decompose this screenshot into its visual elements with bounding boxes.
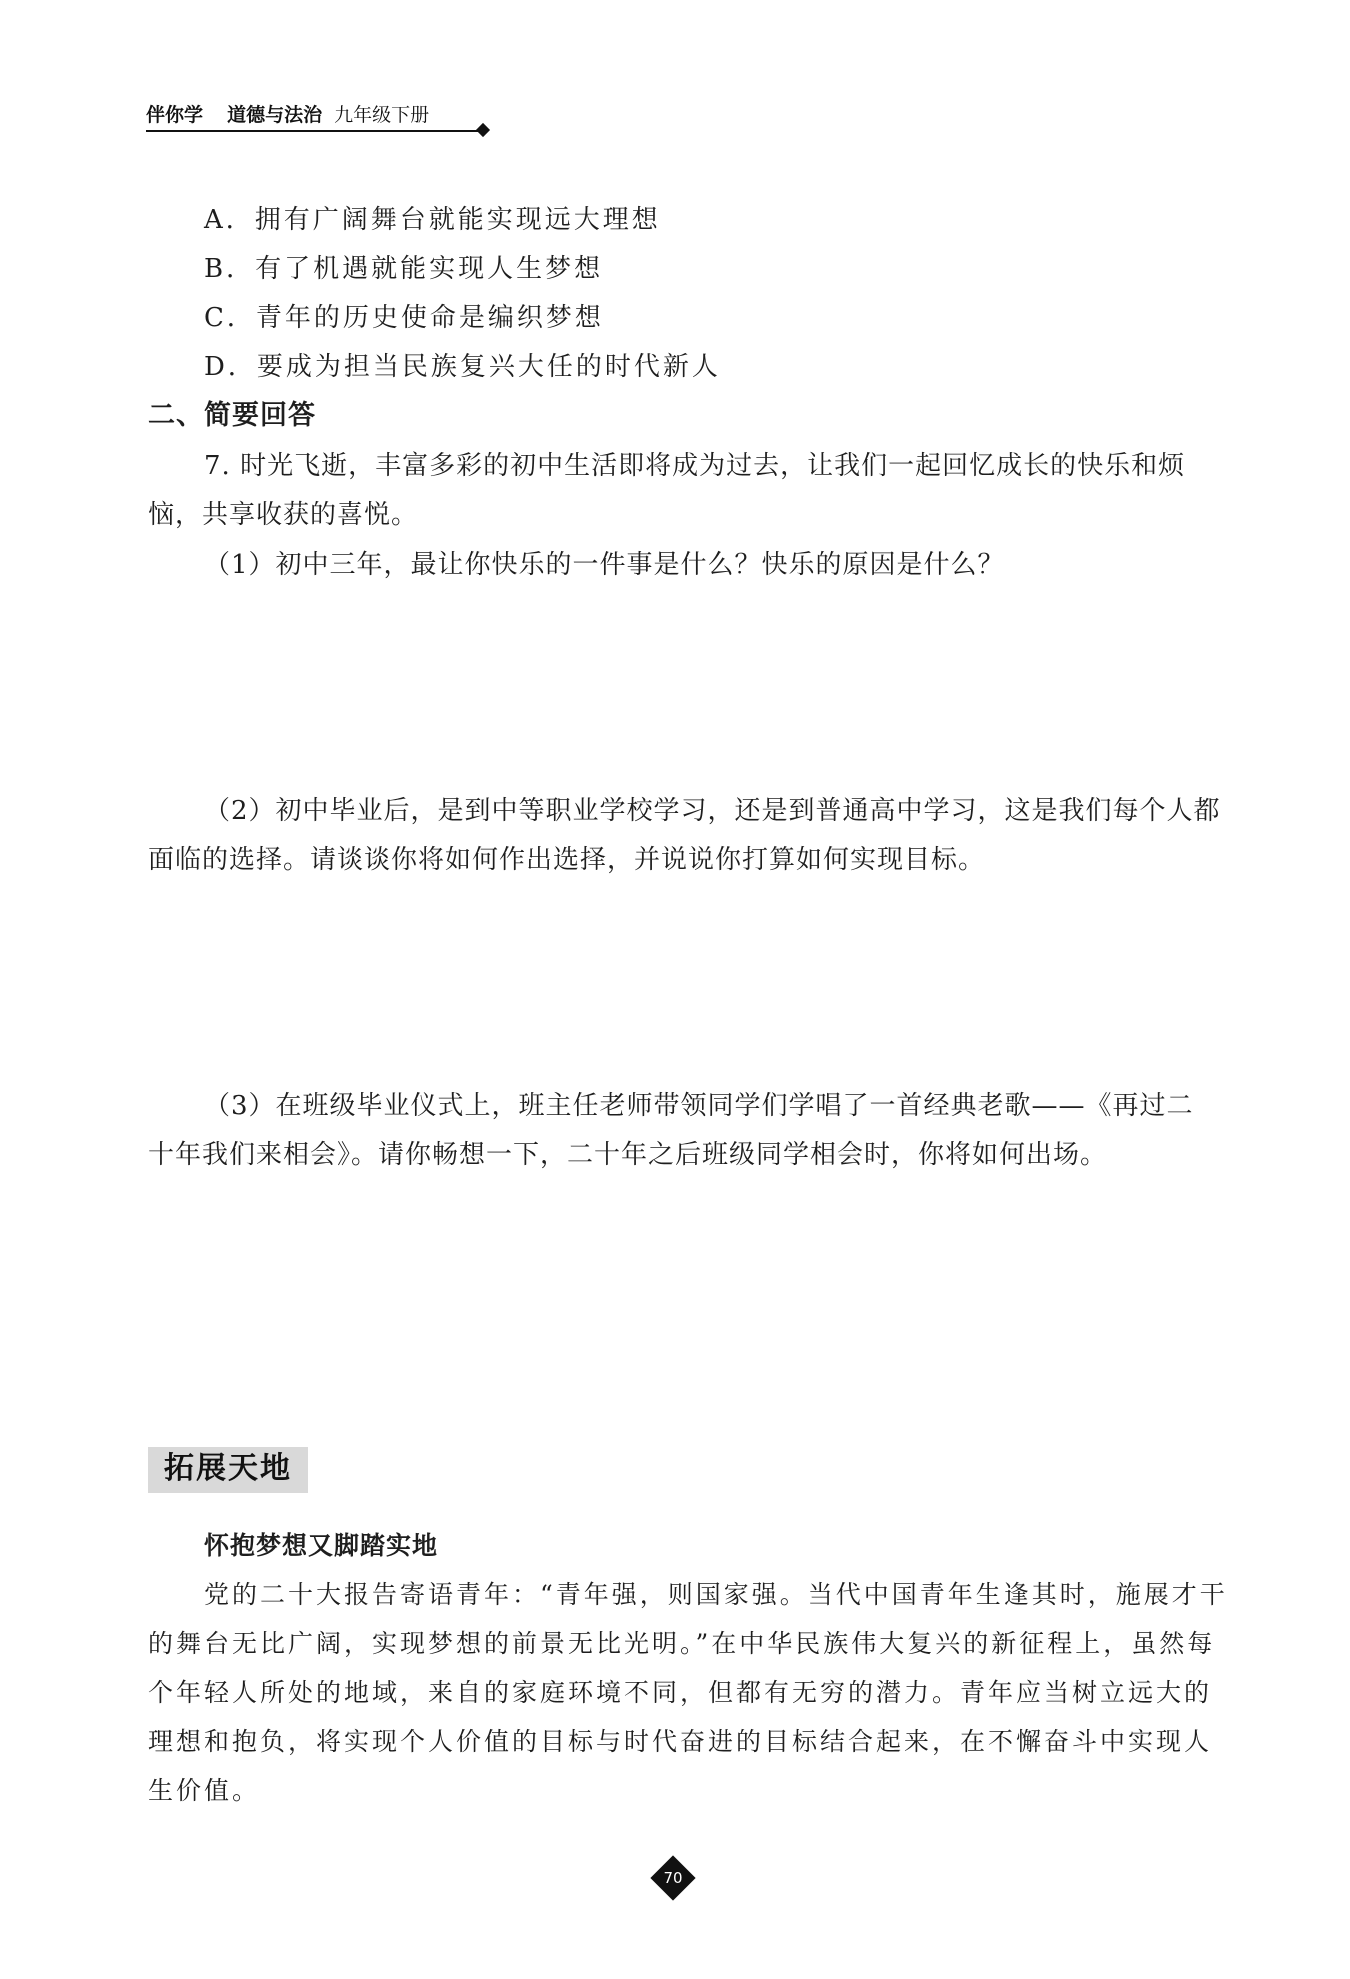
page-number-badge xyxy=(651,1856,695,1900)
extension-paragraph-line-5: 生价值。 xyxy=(148,1776,261,1805)
option-a: A．拥有广阔舞台就能实现远大理想 xyxy=(204,205,661,235)
section-title: 二、简要回答 xyxy=(148,400,316,431)
page-number: 70 xyxy=(663,1869,683,1887)
extension-paragraph-line-4: 理想和抱负，将实现个人价值的目标与时代奋进的目标结合起来，在不懈奋斗中实现人 xyxy=(148,1727,1213,1756)
header-rule xyxy=(146,130,486,132)
sub-question-3-line-1: （3）在班级毕业仪式上，班主任老师带领同学们学唱了一首经典老歌——《再过二 xyxy=(204,1091,1194,1121)
extension-paragraph-line-1: 党的二十大报告寄语青年：“青年强，则国家强。当代中国青年生逢其时，施展才干 xyxy=(204,1580,1228,1609)
option-c: C．青年的历史使命是编织梦想 xyxy=(204,303,604,333)
question-7-line-1: 7. 时光飞逝，丰富多彩的初中生活即将成为过去，让我们一起回忆成长的快乐和烦 xyxy=(204,451,1186,481)
sub-question-2-line-1: （2）初中毕业后，是到中等职业学校学习，还是到普通高中学习，这是我们每个人都 xyxy=(204,796,1221,826)
sub-question-1: （1）初中三年，最让你快乐的一件事是什么？快乐的原因是什么？ xyxy=(204,550,1005,580)
header-subject: 道德与法治 xyxy=(227,104,323,126)
sub-question-3-line-2: 十年我们来相会》。请你畅想一下，二十年之后班级同学相会时，你将如何出场。 xyxy=(148,1140,1108,1170)
sub-question-2-line-2: 面临的选择。请谈谈你将如何作出选择，并说说你打算如何实现目标。 xyxy=(148,845,986,875)
option-b: B．有了机遇就能实现人生梦想 xyxy=(204,254,604,284)
option-d: D．要成为担当民族复兴大任的时代新人 xyxy=(204,352,721,382)
running-header xyxy=(146,100,490,127)
question-7-line-2: 恼，共享收获的喜悦。 xyxy=(148,500,419,530)
header-series: 伴你学 xyxy=(146,104,204,126)
extension-paragraph-line-3: 个年轻人所处的地域，来自的家庭环境不同，但都有无穷的潜力。青年应当树立远大的 xyxy=(148,1678,1213,1707)
header-grade: 九年级下册 xyxy=(334,104,430,126)
extension-subtitle: 怀抱梦想又脚踏实地 xyxy=(204,1531,439,1560)
extension-tag: 拓展天地 xyxy=(164,1451,292,1486)
extension-paragraph-line-2: 的舞台无比广阔，实现梦想的前景无比光明。”在中华民族伟大复兴的新征程上，虽然每 xyxy=(148,1629,1216,1658)
